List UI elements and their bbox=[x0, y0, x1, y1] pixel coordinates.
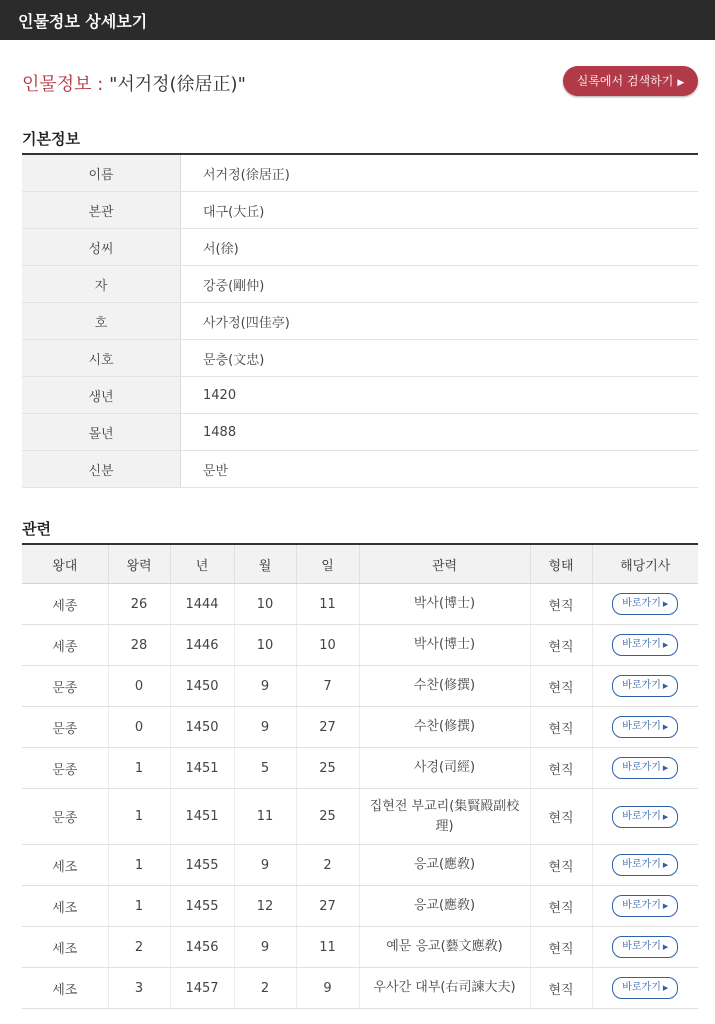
day-cell: 2 bbox=[296, 845, 359, 886]
reign-cell: 2 bbox=[108, 927, 170, 968]
article-cell bbox=[592, 625, 698, 666]
go-button-label: 바로가기 bbox=[622, 762, 661, 773]
table-row bbox=[22, 584, 698, 625]
arrow-right-icon: ▶ bbox=[662, 861, 669, 869]
reign-cell: 26 bbox=[108, 584, 170, 625]
column-header: 년 bbox=[170, 544, 234, 584]
article-cell bbox=[592, 789, 698, 845]
basic-info-row bbox=[22, 266, 698, 303]
day-cell: 25 bbox=[296, 789, 359, 845]
column-header: 관력 bbox=[359, 544, 530, 584]
basic-info-title: 기본정보 bbox=[22, 130, 80, 148]
table-row bbox=[22, 707, 698, 748]
article-cell bbox=[592, 845, 698, 886]
arrow-right-icon: ▶ bbox=[662, 764, 669, 772]
column-header: 월 bbox=[234, 544, 296, 584]
relation-title: 관련 bbox=[22, 520, 51, 538]
go-button-label: 바로가기 bbox=[622, 941, 661, 952]
basic-info-value: 문충(文忠) bbox=[181, 340, 699, 377]
person-label: 인물정보 : bbox=[22, 74, 104, 95]
basic-info-row bbox=[22, 451, 698, 488]
day-cell: 11 bbox=[296, 927, 359, 968]
king-cell: 문종 bbox=[22, 666, 108, 707]
reign-cell: 3 bbox=[108, 968, 170, 1009]
office-cell: 박사(博士) bbox=[359, 625, 530, 666]
basic-info-key: 호 bbox=[22, 303, 181, 340]
day-cell: 9 bbox=[296, 968, 359, 1009]
year-cell: 1455 bbox=[170, 886, 234, 927]
arrow-right-icon: ▶ bbox=[662, 600, 669, 608]
column-header: 일 bbox=[296, 544, 359, 584]
month-cell: 12 bbox=[234, 886, 296, 927]
basic-info-row bbox=[22, 340, 698, 377]
office-cell: 수찬(修撰) bbox=[359, 666, 530, 707]
basic-info-key: 몰년 bbox=[22, 414, 181, 451]
arrow-right-icon: ▶ bbox=[662, 902, 669, 910]
king-cell: 세조 bbox=[22, 845, 108, 886]
day-cell: 7 bbox=[296, 666, 359, 707]
reign-cell: 1 bbox=[108, 886, 170, 927]
arrow-right-icon: ▶ bbox=[677, 78, 685, 88]
top-bar bbox=[0, 0, 715, 40]
article-cell bbox=[592, 927, 698, 968]
page-title: 인물정보 상세보기 bbox=[18, 12, 148, 31]
basic-info-key: 신분 bbox=[22, 451, 181, 488]
basic-info-key: 생년 bbox=[22, 377, 181, 414]
day-cell: 25 bbox=[296, 748, 359, 789]
go-to-article-button[interactable] bbox=[612, 895, 678, 917]
arrow-right-icon: ▶ bbox=[662, 984, 669, 992]
day-cell: 11 bbox=[296, 584, 359, 625]
king-cell: 세종 bbox=[22, 625, 108, 666]
day-cell: 10 bbox=[296, 625, 359, 666]
year-cell: 1450 bbox=[170, 707, 234, 748]
go-to-article-button[interactable] bbox=[612, 936, 678, 958]
go-button-label: 바로가기 bbox=[622, 598, 661, 609]
table-row bbox=[22, 886, 698, 927]
basic-info-key: 이름 bbox=[22, 154, 181, 192]
type-cell: 현직 bbox=[530, 748, 592, 789]
table-row bbox=[22, 748, 698, 789]
month-cell: 5 bbox=[234, 748, 296, 789]
article-cell bbox=[592, 748, 698, 789]
basic-info-key: 성씨 bbox=[22, 229, 181, 266]
king-cell: 문종 bbox=[22, 707, 108, 748]
basic-info-row bbox=[22, 229, 698, 266]
go-button-label: 바로가기 bbox=[622, 810, 661, 822]
king-cell: 세조 bbox=[22, 886, 108, 927]
column-header: 형태 bbox=[530, 544, 592, 584]
article-cell bbox=[592, 707, 698, 748]
go-to-article-button[interactable] bbox=[612, 977, 678, 999]
office-cell: 예문 응교(藝文應敎) bbox=[359, 927, 530, 968]
month-cell: 9 bbox=[234, 666, 296, 707]
go-to-article-button[interactable] bbox=[612, 675, 678, 697]
year-cell: 1444 bbox=[170, 584, 234, 625]
basic-info-value: 1420 bbox=[181, 377, 699, 414]
king-cell: 세종 bbox=[22, 584, 108, 625]
arrow-right-icon: ▶ bbox=[662, 641, 669, 649]
person-headline bbox=[22, 70, 246, 96]
king-cell: 세조 bbox=[22, 968, 108, 1009]
year-cell: 1451 bbox=[170, 789, 234, 845]
article-cell bbox=[592, 666, 698, 707]
year-cell: 1451 bbox=[170, 748, 234, 789]
search-button-label: 실록에서 검색하기 bbox=[576, 74, 674, 88]
arrow-right-icon: ▶ bbox=[662, 682, 669, 690]
search-in-annals-button[interactable] bbox=[563, 66, 698, 96]
office-cell: 사경(司經) bbox=[359, 748, 530, 789]
office-cell: 집현전 부교리(集賢殿副校理) bbox=[359, 789, 530, 845]
go-to-article-button[interactable] bbox=[612, 806, 678, 828]
person-name: "서거정(徐居正)" bbox=[109, 74, 246, 95]
basic-info-value: 사가정(四佳亭) bbox=[181, 303, 699, 340]
column-header: 왕대 bbox=[22, 544, 108, 584]
go-button-label: 바로가기 bbox=[622, 982, 661, 993]
go-button-label: 바로가기 bbox=[622, 900, 661, 911]
basic-info-row bbox=[22, 154, 698, 192]
year-cell: 1457 bbox=[170, 968, 234, 1009]
reign-cell: 1 bbox=[108, 748, 170, 789]
table-row bbox=[22, 625, 698, 666]
year-cell: 1456 bbox=[170, 927, 234, 968]
article-cell bbox=[592, 584, 698, 625]
reign-cell: 0 bbox=[108, 707, 170, 748]
basic-info-row bbox=[22, 303, 698, 340]
year-cell: 1450 bbox=[170, 666, 234, 707]
go-to-article-button[interactable] bbox=[612, 757, 678, 779]
basic-info-row bbox=[22, 414, 698, 451]
basic-info-table bbox=[22, 153, 698, 488]
go-button-label: 바로가기 bbox=[622, 680, 661, 691]
arrow-right-icon: ▶ bbox=[662, 812, 669, 821]
go-to-article-button[interactable] bbox=[612, 593, 678, 615]
go-button-label: 바로가기 bbox=[622, 721, 661, 732]
basic-info-value: 1488 bbox=[181, 414, 699, 451]
basic-info-key: 본관 bbox=[22, 192, 181, 229]
month-cell: 10 bbox=[234, 625, 296, 666]
month-cell: 9 bbox=[234, 845, 296, 886]
type-cell: 현직 bbox=[530, 625, 592, 666]
type-cell: 현직 bbox=[530, 666, 592, 707]
basic-info-value: 서거정(徐居正) bbox=[181, 154, 699, 192]
go-to-article-button[interactable] bbox=[612, 716, 678, 738]
go-button-label: 바로가기 bbox=[622, 639, 661, 650]
reign-cell: 0 bbox=[108, 666, 170, 707]
reign-cell: 1 bbox=[108, 789, 170, 845]
month-cell: 11 bbox=[234, 789, 296, 845]
month-cell: 10 bbox=[234, 584, 296, 625]
type-cell: 현직 bbox=[530, 584, 592, 625]
day-cell: 27 bbox=[296, 886, 359, 927]
year-cell: 1455 bbox=[170, 845, 234, 886]
basic-info-value: 문반 bbox=[181, 451, 699, 488]
month-cell: 2 bbox=[234, 968, 296, 1009]
basic-info-row bbox=[22, 377, 698, 414]
type-cell: 현직 bbox=[530, 845, 592, 886]
type-cell: 현직 bbox=[530, 927, 592, 968]
article-cell bbox=[592, 886, 698, 927]
relation-table bbox=[22, 543, 698, 1009]
basic-info-key: 자 bbox=[22, 266, 181, 303]
go-button-label: 바로가기 bbox=[622, 859, 661, 870]
type-cell: 현직 bbox=[530, 886, 592, 927]
table-row bbox=[22, 968, 698, 1009]
basic-info-key: 시호 bbox=[22, 340, 181, 377]
month-cell: 9 bbox=[234, 707, 296, 748]
go-to-article-button[interactable] bbox=[612, 634, 678, 656]
type-cell: 현직 bbox=[530, 789, 592, 845]
king-cell: 문종 bbox=[22, 748, 108, 789]
column-header: 왕력 bbox=[108, 544, 170, 584]
type-cell: 현직 bbox=[530, 968, 592, 1009]
arrow-right-icon: ▶ bbox=[662, 723, 669, 731]
basic-info-value: 강중(剛仲) bbox=[181, 266, 699, 303]
column-header: 해당기사 bbox=[592, 544, 698, 584]
table-row bbox=[22, 666, 698, 707]
go-to-article-button[interactable] bbox=[612, 854, 678, 876]
table-row bbox=[22, 789, 698, 845]
office-cell: 응교(應敎) bbox=[359, 886, 530, 927]
day-cell: 27 bbox=[296, 707, 359, 748]
reign-cell: 28 bbox=[108, 625, 170, 666]
arrow-right-icon: ▶ bbox=[662, 943, 669, 951]
office-cell: 응교(應敎) bbox=[359, 845, 530, 886]
office-cell: 우사간 대부(右司諫大夫) bbox=[359, 968, 530, 1009]
king-cell: 문종 bbox=[22, 789, 108, 845]
basic-info-row bbox=[22, 192, 698, 229]
type-cell: 현직 bbox=[530, 707, 592, 748]
king-cell: 세조 bbox=[22, 927, 108, 968]
reign-cell: 1 bbox=[108, 845, 170, 886]
office-cell: 박사(博士) bbox=[359, 584, 530, 625]
table-row bbox=[22, 845, 698, 886]
table-row bbox=[22, 927, 698, 968]
office-cell: 수찬(修撰) bbox=[359, 707, 530, 748]
basic-info-value: 서(徐) bbox=[181, 229, 699, 266]
month-cell: 9 bbox=[234, 927, 296, 968]
article-cell bbox=[592, 968, 698, 1009]
basic-info-value: 대구(大丘) bbox=[181, 192, 699, 229]
year-cell: 1446 bbox=[170, 625, 234, 666]
